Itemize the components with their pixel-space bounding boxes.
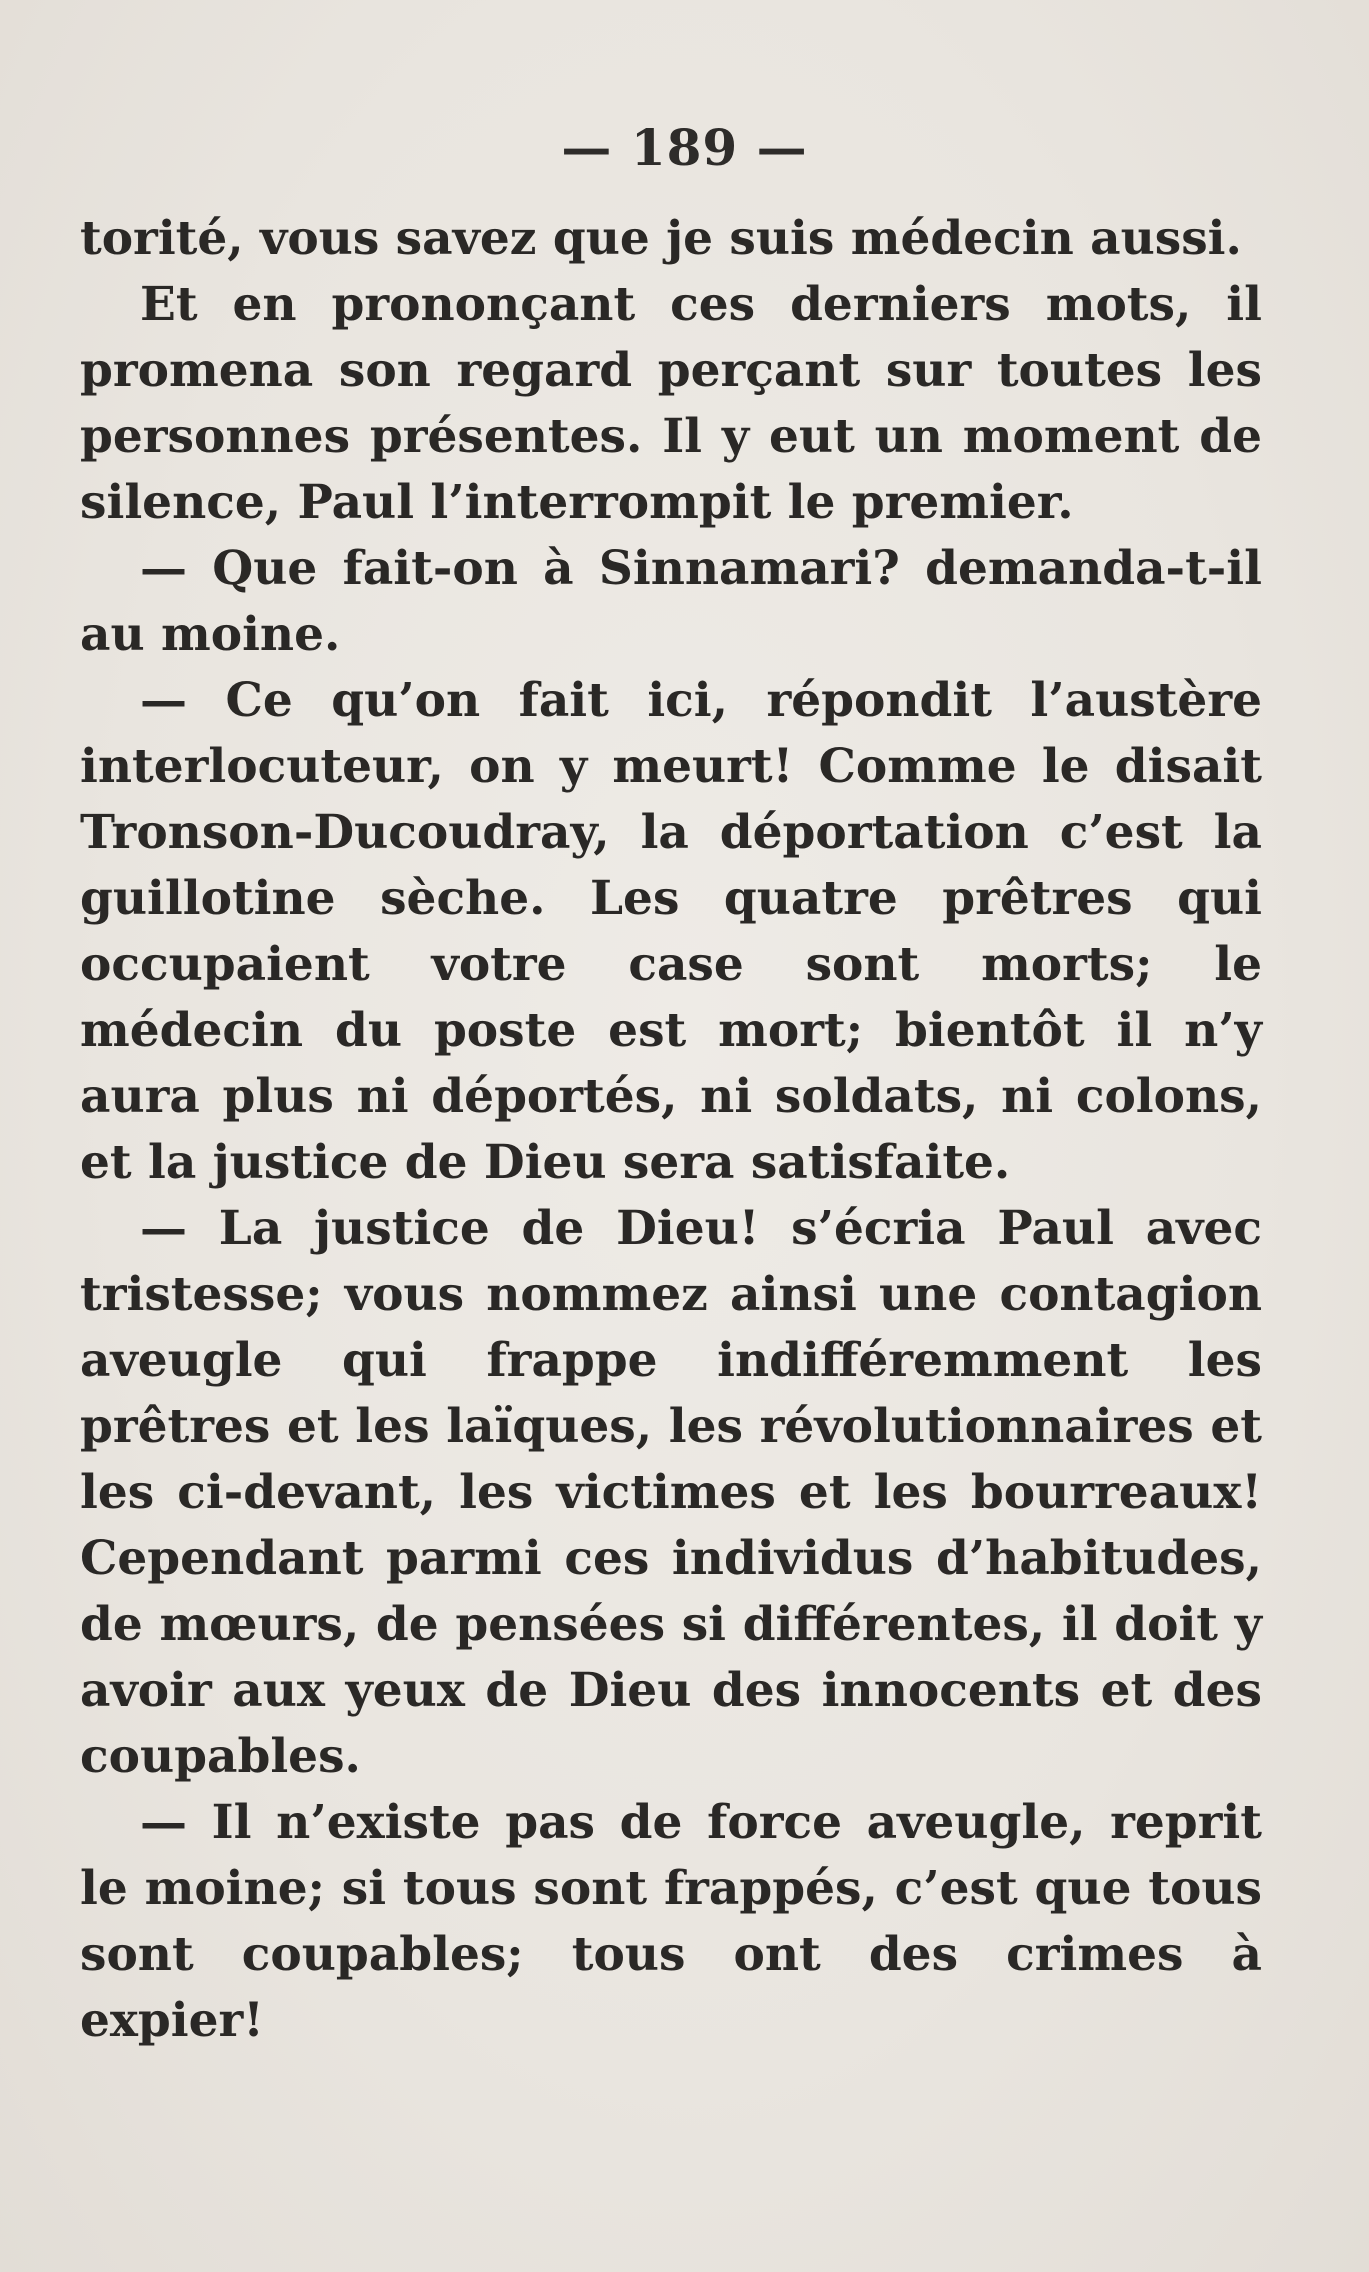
body-text — [80, 206, 1262, 2054]
paragraph: Et en prononçant ces derniers mots, il promena son regard perçant sur toutes les personnes présentes. Il y eut un moment de silence, Paul l’interrompit le premier. — [80, 277, 1262, 530]
page-number: — 189 — — [561, 118, 808, 177]
paragraph-dialogue: — Ce qu’on fait ici, répondit l’austère interlocuteur, on y meurt! Comme le disait Tronson-Ducoudray, la déportation c’est la guillotine sèche. Les quatre prêtres qui occupaient votre case sont morts; le médecin du poste est mort; bientôt il n’y aura plus ni déportés, ni soldats, ni colons, et la justice de Dieu sera satisfaite. — [80, 673, 1262, 1190]
paragraph-continuation: torité, vous savez que je suis médecin aussi. — [80, 211, 1242, 266]
paragraph-dialogue: — La justice de Dieu! s’écria Paul avec tristesse; vous nommez ainsi une contagion aveugle qui frappe indifféremment les prêtres et les laïques, les révolutionnaires et les ci-devant, les victimes et les bourreaux! Cependant parmi ces individus d’habitudes, de mœurs, de pensées si différentes, il doit y avoir aux yeux de Dieu des innocents et des coupables. — [80, 1201, 1262, 1784]
paragraph-dialogue: — Il n’existe pas de force aveugle, reprit le moine; si tous sont frappés, c’est que tous sont coupables; tous ont des crimes à expier! — [80, 1795, 1262, 2048]
paragraph-dialogue: — Que fait-on à Sinnamari? demanda-t-il au moine. — [80, 541, 1262, 662]
